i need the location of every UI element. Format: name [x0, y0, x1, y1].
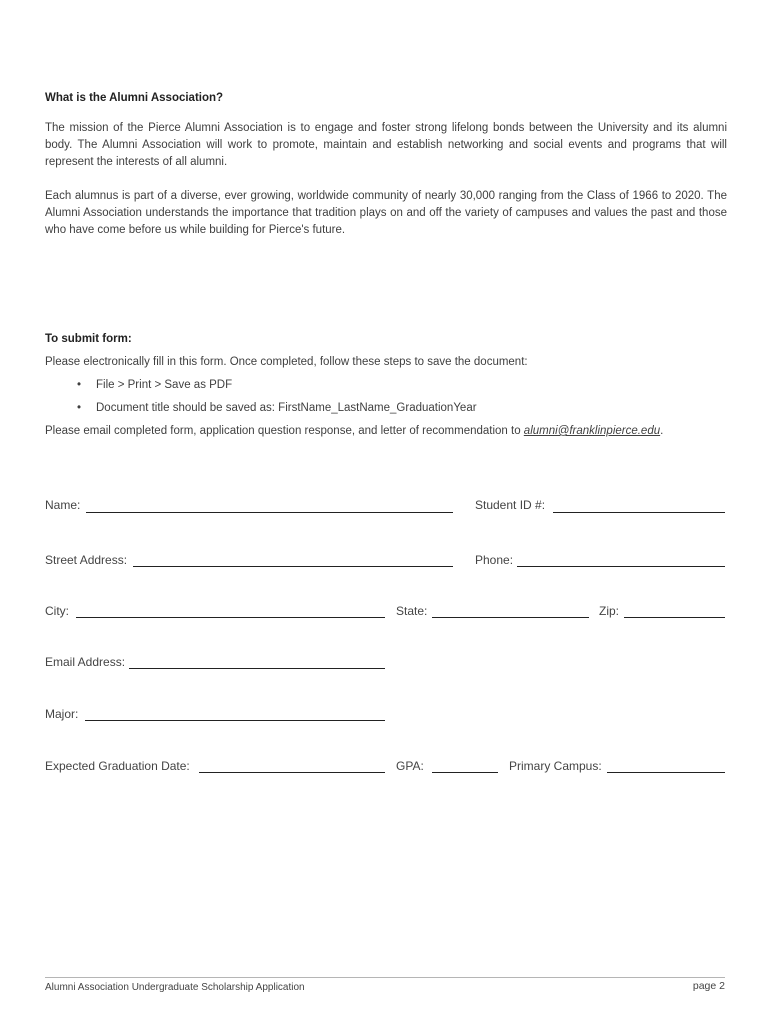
footer-title: Alumni Association Undergraduate Scholarship Application — [45, 982, 305, 993]
name-field[interactable] — [86, 512, 453, 513]
name-label: Name: — [45, 498, 81, 512]
zip-field[interactable] — [624, 617, 725, 618]
phone-label: Phone: — [475, 553, 514, 567]
email-address-label: Email Address: — [45, 655, 126, 669]
primary-campus-field[interactable] — [607, 772, 725, 773]
state-field[interactable] — [432, 617, 589, 618]
graduation-date-label: Expected Graduation Date: — [45, 759, 190, 773]
student-id-label: Student ID #: — [475, 498, 546, 512]
gpa-field[interactable] — [432, 772, 498, 773]
alumni-association-heading: What is the Alumni Association? — [45, 92, 224, 104]
city-label: City: — [45, 604, 69, 618]
community-paragraph: Each alumnus is part of a diverse, ever growing, worldwide community of nearly 30,000 ranging from the Class of 1966 to 2020. The Alumni Association understands the importance that tradition plays on and off the variety of campuses and values the past and those who have come before us while building for Pierce's future. — [45, 190, 727, 236]
page-number: page 2 — [692, 980, 725, 992]
primary-campus-label: Primary Campus: — [509, 759, 602, 773]
student-id-field[interactable] — [553, 512, 725, 513]
street-address-field[interactable] — [133, 566, 453, 567]
zip-label: Zip: — [599, 604, 620, 618]
step-save-pdf: File > Print > Save as PDF — [96, 379, 233, 391]
step-document-title: Document title should be saved as: FirstName_LastName_GraduationYear — [96, 402, 477, 414]
email-instructions-period: . — [660, 425, 664, 437]
major-field[interactable] — [85, 720, 385, 721]
bullet-marker: • — [77, 379, 82, 391]
footer-divider — [45, 977, 725, 978]
street-address-label: Street Address: — [45, 553, 128, 567]
city-field[interactable] — [76, 617, 385, 618]
submit-form-heading: To submit form: — [45, 333, 132, 345]
bullet-marker: • — [77, 402, 82, 414]
gpa-label: GPA: — [396, 759, 424, 773]
graduation-date-field[interactable] — [199, 772, 385, 773]
major-label: Major: — [45, 707, 79, 721]
alumni-email-link[interactable]: alumni@franklinpierce.edu — [523, 425, 661, 437]
submit-instructions: Please electronically fill in this form. Once completed, follow these steps to save the document: — [45, 356, 528, 368]
email-instructions — [45, 425, 663, 437]
email-address-field[interactable] — [129, 668, 385, 669]
phone-field[interactable] — [517, 566, 725, 567]
email-instructions-text: Please email completed form, application question response, and letter of recommendation to — [45, 425, 524, 437]
state-label: State: — [396, 604, 428, 618]
mission-paragraph: The mission of the Pierce Alumni Association is to engage and foster strong lifelong bonds between the University and its alumni body. The Alumni Association will work to promote, maintain and establish networking and social events and programs that will represent the interests of all alumni. — [45, 122, 727, 168]
